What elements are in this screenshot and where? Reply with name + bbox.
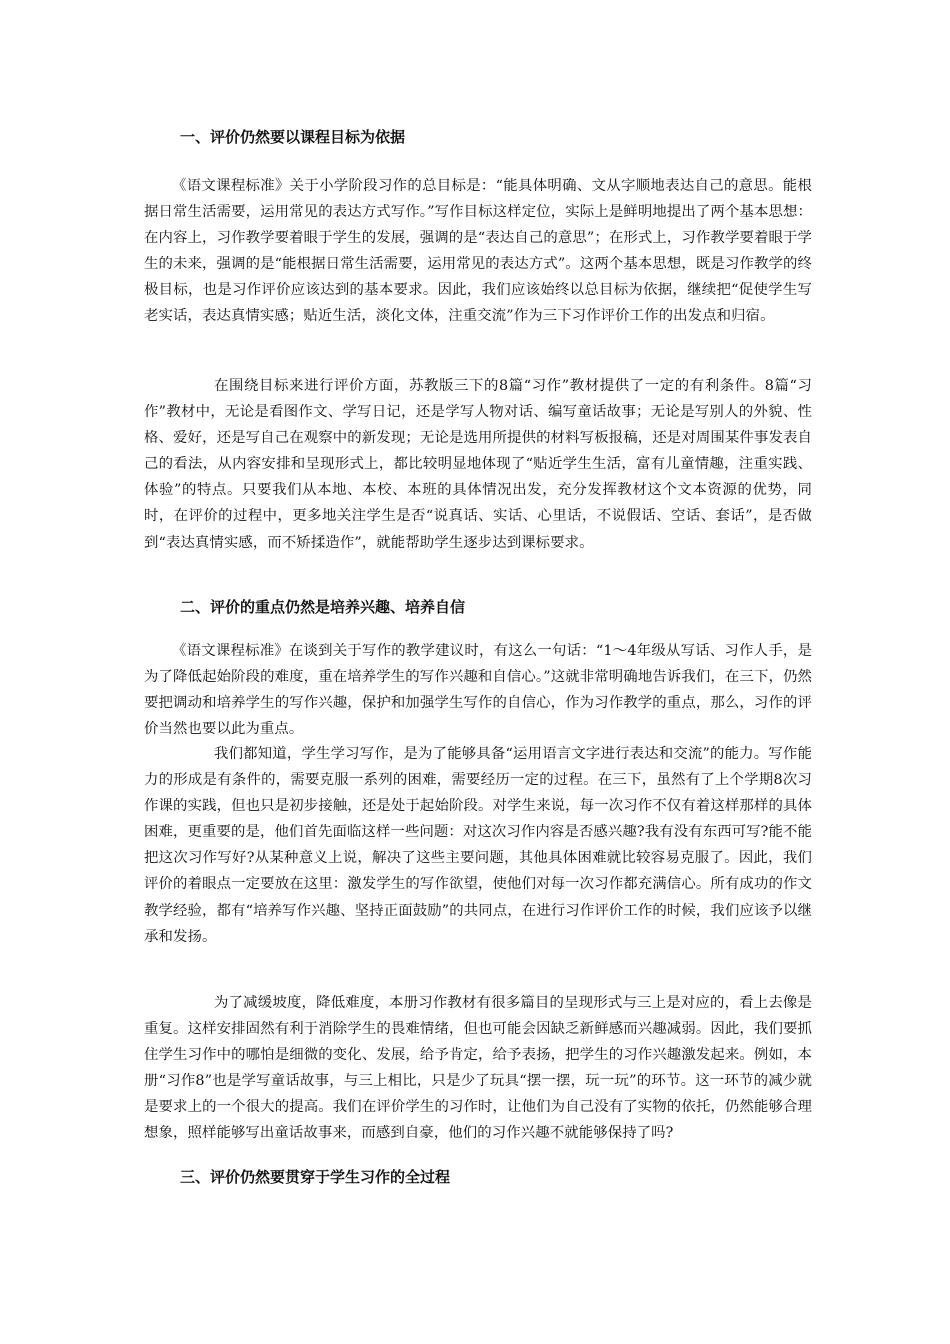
- section-2-paragraph-3: 为了减缓坡度，降低难度，本册习作教材有很多篇目的呈现形式与三上是对应的，看上去像是重复。这样安排固然有利于消除学生的畏难情绪，但也可能会因缺乏新鲜感而兴趣减弱。因此，我们要抓住学生习作中的哪怕是细微的变化、发展，给予肯定，给予表扬，把学生的习作兴趣激发起来。例如，本册“习作8”也是学写童话故事，与三上相比，只是少了玩具“摆一摆，玩一玩”的环节。这一环节的减少就是要求上的一个很大的提高。我们在评价学生的习作时，让他们为自己没有了实物的依托，仍然能够合理想象，照样能够写出童话故事来，而感到自豪，他们的习作兴趣不就能够保持了吗?: [144, 995, 812, 1142]
- section-2-heading: 二、评价的重点仍然是培养兴趣、培养自信: [180, 598, 466, 616]
- section-3-heading: 三、评价仍然要贯穿于学生习作的全过程: [180, 1168, 451, 1186]
- section-2-paragraph-1: 《语文课程标准》在谈到关于写作的教学建议时，有这么一句话：“1～4年级从写话、习作人手，是为了降低起始阶段的难度，重在培养学生的写作兴趣和自信心。”这就非常明确地告诉我们，在三下，仍然要把调动和培养学生的写作兴趣，保护和加强学生写作的自信心，作为习作教学的重点，那么，习作的评价当然也要以此为重点。: [144, 643, 812, 738]
- section-1-heading: 一、评价仍然要以课程目标为依据: [180, 128, 406, 146]
- section-1-paragraph-1: 《语文课程标准》关于小学阶段习作的总目标是：“能具体明确、文从字顺地表达自己的意思。能根据日常生活需要，运用常见的表达方式写作。”写作目标这样定位，实际上是鲜明地提出了两个基本思想：在内容上，习作教学要着眼于学生的发展，强调的是“表达自己的意思”；在形式上，习作教学要着眼于学生的未来，强调的是“能根据日常生活需要，运用常见的表达方式”。这两个基本思想，既是习作教学的终极目标，也是习作评价应该达到的基本要求。因此，我们应该始终以总目标为依据，继续把“促使学生写老实话，表达真情实感；贴近生活，淡化文体，注重交流”作为三下习作评价工作的出发点和归宿。: [144, 178, 812, 325]
- section-1-paragraph-2: 在围绕目标来进行评价方面，苏教版三下的8篇“习作”教材提供了一定的有利条件。8篇“习作”教材中，无论是看图作文、学写日记，还是学写人物对话、编写童话故事；无论是写别人的外貌、性格、爱好，还是写自己在观察中的新发现；无论是选用所提供的材料写板报稿，还是对周围某件事发表自己的看法，从内容安排和呈现形式上，都比较明显地体现了“贴近学生生活，富有儿童情趣，注重实践、体验”的特点。只要我们从本地、本校、本班的具体情况出发，充分发挥教材这个文本资源的优势，同时，在评价的过程中，更多地关注学生是否“说真话、实话、心里话，不说假话、空话、套话”，是否做到“表达真情实感，而不矫揉造作”，就能帮助学生逐步达到课标要求。: [144, 378, 812, 551]
- section-2-paragraph-2: 我们都知道，学生学习写作，是为了能够具备“运用语言文字进行表达和交流”的能力。写作能力的形成是有条件的，需要克服一系列的困难，需要经历一定的过程。在三下，虽然有了上个学期8次习作课的实践，但也只是初步接触，还是处于起始阶段。对学生来说，每一次习作不仅有着这样那样的具体困难，更重要的是，他们首先面临这样一些问题：对这次习作内容是否感兴趣?我有没有东西可写?能不能把这次习作写好?从某种意义上说，解决了这些主要问题，其他具体困难就比较容易克服了。因此，我们评价的着眼点一定要放在这里：激发学生的写作欲望，使他们对每一次习作都充满信心。所有成功的作文教学经验，都有“培养写作兴趣、坚持正面鼓励”的共同点，在进行习作评价工作的时候，我们应该予以继承和发扬。: [144, 746, 812, 945]
